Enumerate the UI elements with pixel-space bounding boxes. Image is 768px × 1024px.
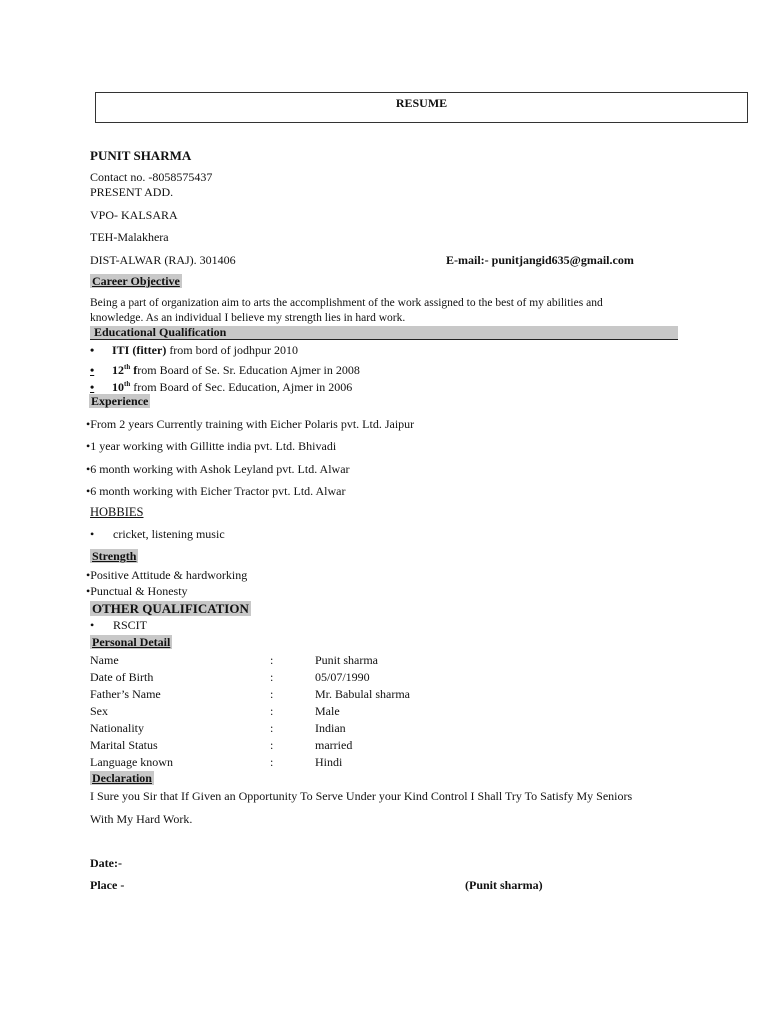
experience-heading: Experience <box>91 394 149 408</box>
experience-item: •6 month working with Eicher Tractor pvt. Ltd. Alwar <box>86 484 346 498</box>
experience-item: •6 month working with Ashok Leyland pvt. Ltd. Alwar <box>86 462 350 476</box>
personal-detail-separator: : <box>270 704 274 718</box>
address-line-3: DIST-ALWAR (RAJ). 301406 <box>90 253 236 267</box>
career-objective-heading: Career Objective <box>92 274 180 288</box>
education-item-text: from Board of Sec. Education, Ajmer in 2006 <box>130 380 353 394</box>
career-objective-line-2: knowledge. As an individual I believe my strength lies in hard work. <box>90 312 406 324</box>
education-item <box>90 380 352 395</box>
declaration-line-2: With My Hard Work. <box>90 812 193 826</box>
bullet-icon: • <box>90 618 95 632</box>
education-item-bold: ITI (fitter) <box>112 343 167 357</box>
education-heading-bar <box>90 326 678 340</box>
personal-detail-label: Father’s Name <box>90 687 161 701</box>
education-item-sup: th <box>124 363 131 371</box>
bullet-icon: • <box>90 527 95 541</box>
personal-detail-separator: : <box>270 670 274 684</box>
other-qualification-text: RSCIT <box>113 618 148 632</box>
email-address: E-mail:- punitjangid635@gmail.com <box>446 253 634 267</box>
personal-detail-separator: : <box>270 653 274 667</box>
personal-detail-value: Male <box>315 704 340 718</box>
career-objective-line-1: Being a part of organization aim to arts the accomplishment of the work assigned to the best of my abilities and <box>90 297 603 309</box>
signature-name: (Punit sharma) <box>465 878 543 892</box>
bullet-icon: • <box>90 343 95 357</box>
personal-detail-value: Indian <box>315 721 346 735</box>
personal-detail-value: Punit sharma <box>315 653 378 667</box>
personal-detail-separator: : <box>270 738 274 752</box>
resume-title: RESUME <box>395 96 448 110</box>
experience-item: •From 2 years Currently training with Eicher Polaris pvt. Ltd. Jaipur <box>86 417 415 431</box>
contact-number: Contact no. -8058575437 <box>90 170 213 184</box>
personal-detail-label: Date of Birth <box>90 670 154 684</box>
hobbies-heading: HOBBIES <box>90 505 144 519</box>
address-line-1: VPO- KALSARA <box>90 208 178 222</box>
present-address-label: PRESENT ADD. <box>90 185 174 199</box>
personal-detail-value: Mr. Babulal sharma <box>315 687 410 701</box>
title-box <box>95 92 748 123</box>
education-item-sup: th <box>124 380 131 388</box>
place-label: Place - <box>90 878 125 892</box>
personal-detail-value: 05/07/1990 <box>315 670 370 684</box>
education-item-text: from bord of jodhpur 2010 <box>166 343 298 357</box>
personal-detail-label: Name <box>90 653 119 667</box>
personal-detail-value: married <box>315 738 353 752</box>
other-qualification-heading: OTHER QUALIFICATION <box>92 601 249 616</box>
education-item-num: 10 <box>112 380 124 394</box>
strength-item: •Punctual & Honesty <box>86 584 188 598</box>
date-label: Date:- <box>90 856 122 870</box>
candidate-name: PUNIT SHARMA <box>90 148 192 163</box>
declaration-line-1: I Sure you Sir that If Given an Opportunity To Serve Under your Kind Control I Shall Try To Satisfy My Seniors <box>90 789 633 803</box>
hobbies-text: cricket, listening music <box>113 527 225 541</box>
personal-detail-separator: : <box>270 687 274 701</box>
education-item <box>90 343 298 358</box>
experience-item: •1 year working with Gillitte india pvt. Ltd. Bhivadi <box>86 439 337 453</box>
education-item-bold: f <box>130 363 138 377</box>
personal-detail-heading: Personal Detail <box>92 635 171 649</box>
education-heading: Educational Qualification <box>94 325 227 339</box>
personal-detail-label: Nationality <box>90 721 144 735</box>
address-line-2: TEH-Malakhera <box>90 230 169 244</box>
declaration-heading: Declaration <box>92 771 152 785</box>
personal-detail-separator: : <box>270 755 274 769</box>
bullet-icon: • <box>90 380 95 394</box>
personal-detail-separator: : <box>270 721 274 735</box>
education-item <box>90 363 360 378</box>
education-item-num: 12 <box>112 363 124 377</box>
personal-detail-label: Marital Status <box>90 738 158 752</box>
personal-detail-label: Language known <box>90 755 173 769</box>
education-item-text: rom Board of Se. Sr. Education Ajmer in 2008 <box>137 363 360 377</box>
strength-item: •Positive Attitude & hardworking <box>86 568 248 582</box>
strength-heading: Strength <box>92 549 137 563</box>
bullet-icon: • <box>90 363 95 377</box>
other-qualification-item <box>90 618 147 633</box>
personal-detail-label: Sex <box>90 704 108 718</box>
personal-detail-value: Hindi <box>315 755 343 769</box>
hobbies-item <box>90 527 225 542</box>
